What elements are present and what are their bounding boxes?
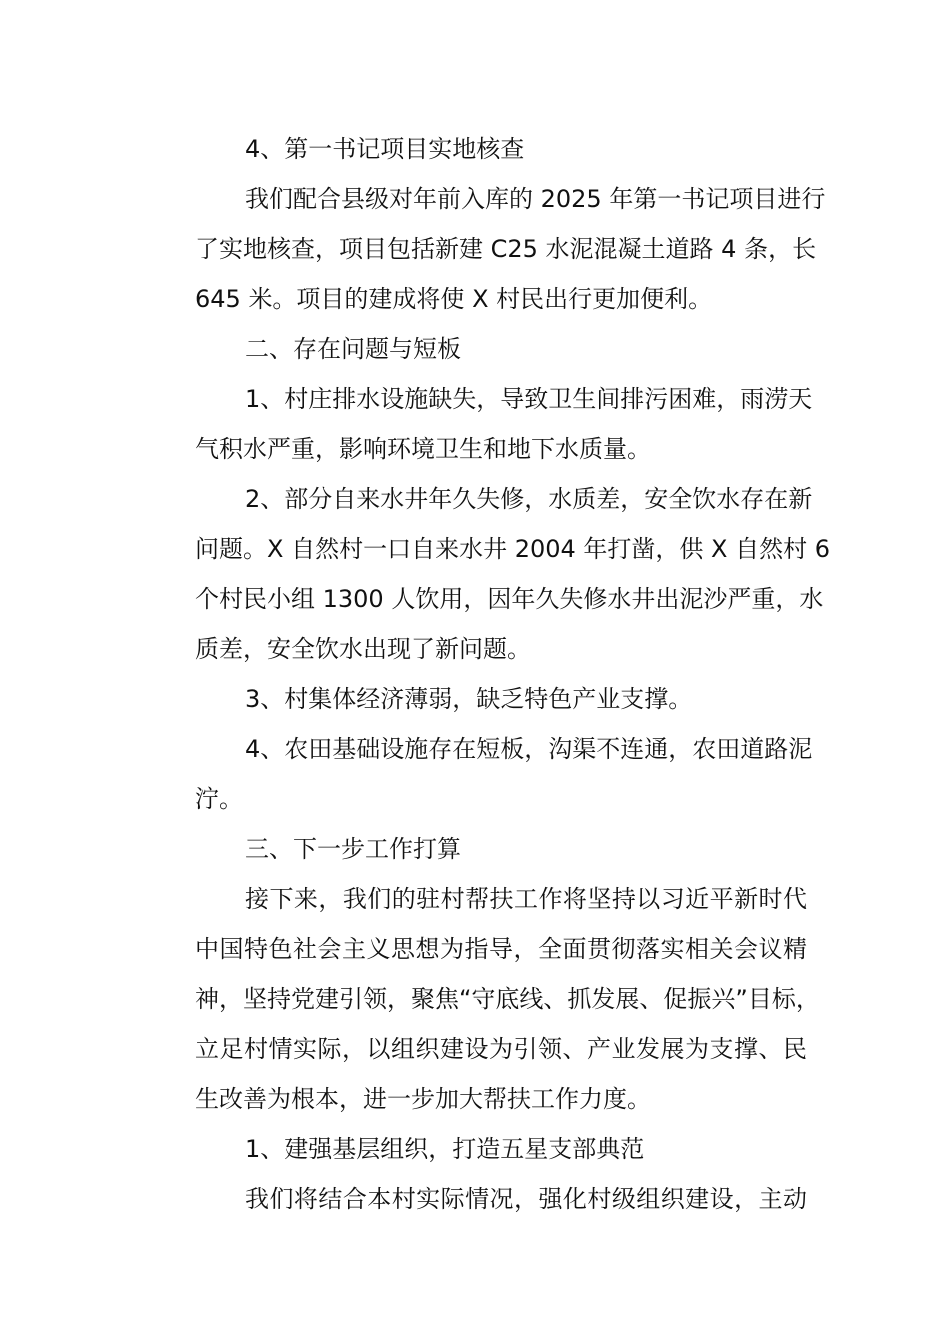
paragraph-collective-economy-problem (145, 674, 807, 724)
paragraph-project-inspection-heading (145, 124, 807, 174)
subheading-grassroots-organization (145, 1124, 807, 1174)
text-line: 中国特色社会主义思想为指导，全面贯彻落实相关会议精 (195, 935, 807, 963)
text-line: 645 米。项目的建成将使 X 村民出行更加便利。 (195, 285, 713, 313)
text-line: 质差，安全饮水出现了新问题。 (195, 635, 531, 663)
text-line: 接下来，我们的驻村帮扶工作将坚持以习近平新时代 (245, 885, 807, 913)
text-line: 生改善为根本，进一步加大帮扶工作力度。 (195, 1085, 651, 1113)
text-line: 3、村集体经济薄弱，缺乏特色产业支撑。 (245, 685, 693, 713)
text-line: 泞。 (195, 785, 243, 813)
paragraph-water-well-problem (145, 474, 831, 674)
paragraph-drainage-problem (145, 374, 813, 474)
section-heading-problems (145, 324, 807, 374)
paragraph-farmland-problem (145, 724, 813, 824)
text-line: 我们配合县级对年前入库的 2025 年第一书记项目进行 (245, 185, 826, 213)
text-line: 气积水严重，影响环境卫生和地下水质量。 (195, 435, 651, 463)
text-line: 三、下一步工作打算 (245, 835, 461, 863)
text-line: 神，坚持党建引领，聚焦“守底线、抓发展、促振兴”目标， (195, 985, 820, 1013)
text-line: 我们将结合本村实际情况，强化村级组织建设，主动 (245, 1185, 807, 1213)
text-line: 1、建强基层组织，打造五星支部典范 (245, 1135, 645, 1163)
text-line: 1、村庄排水设施缺失，导致卫生间排污困难，雨涝天 (245, 385, 813, 413)
paragraph-project-inspection (145, 174, 826, 324)
text-line: 2、部分自来水井年久失修，水质差，安全饮水存在新 (245, 485, 813, 513)
text-line: 4、第一书记项目实地核查 (245, 135, 525, 163)
text-line: 个村民小组 1300 人饮用，因年久失修水井出泥沙严重，水 (195, 585, 824, 613)
text-line: 4、农田基础设施存在短板，沟渠不连通，农田道路泥 (245, 735, 813, 763)
text-line: 二、存在问题与短板 (245, 335, 461, 363)
text-line: 问题。X 自然村一口自来水井 2004 年打凿，供 X 自然村 6 (195, 535, 831, 563)
paragraph-grassroots-organization (145, 1174, 807, 1224)
text-line: 了实地核查，项目包括新建 C25 水泥混凝土道路 4 条，长 (195, 235, 817, 263)
text-line: 立足村情实际，以组织建设为引领、产业发展为支撑、民 (195, 1035, 807, 1063)
document-body (145, 124, 831, 1224)
section-heading-next-steps (145, 824, 807, 874)
paragraph-next-steps-overview (145, 874, 820, 1124)
